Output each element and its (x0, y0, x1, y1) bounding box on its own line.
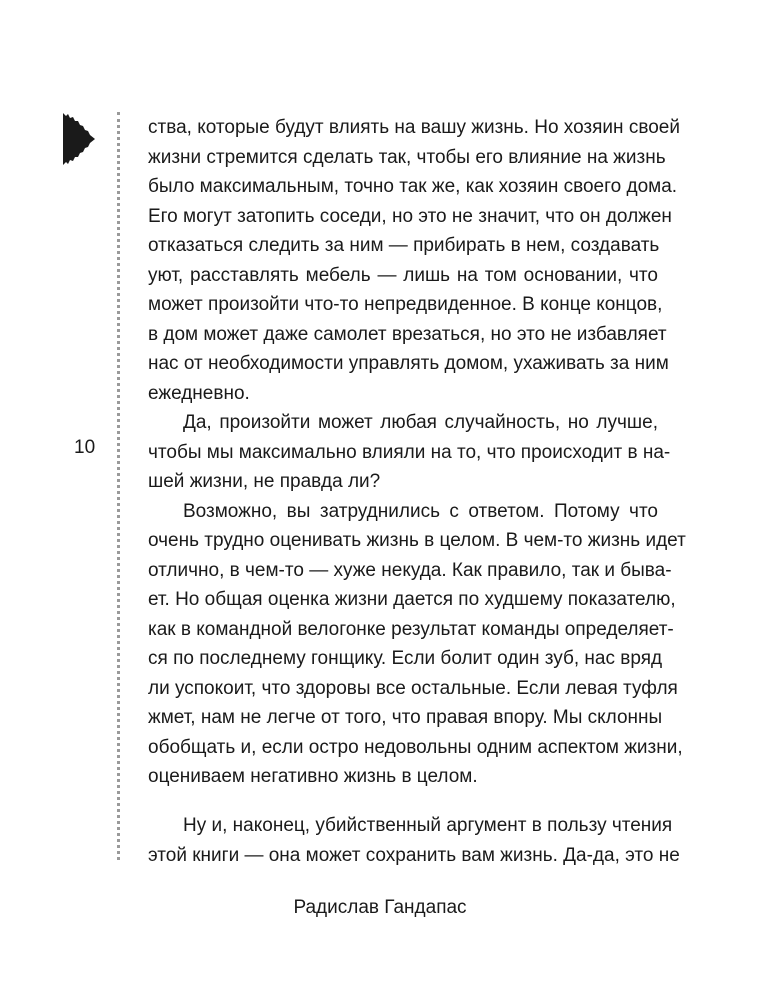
text-line: нас от необходимости управлять домом, ухаживать за ним (148, 353, 669, 374)
text-line: ся по последнему гонщику. Если болит один зуб, нас вряд (148, 648, 663, 669)
text-line: жизни стремится сделать так, чтобы его влияние на жизнь (148, 146, 666, 168)
text-line: отказаться следить за ним — прибирать в нем, создавать (148, 235, 660, 256)
text-line: Да, произойти может любая случайность, но лучше, (183, 412, 658, 433)
text-line: Его могут затопить соседи, но это не значит, что он должен (148, 205, 672, 227)
text-line: чтобы мы максимально влияли на то, что происходит в на- (148, 441, 671, 463)
text-line: уют, расставлять мебель — лишь на том основании, что (148, 264, 658, 286)
text-line: может произойти что-то непредвиденное. В конце концов, (148, 294, 663, 315)
page-number: 10 (74, 437, 96, 458)
chapter-marker-icon (62, 112, 96, 166)
text-line: ет. Но общая оценка жизни дается по худшему показателю, (148, 589, 676, 610)
body-text (148, 113, 686, 792)
text-line: жмет, нам не легче от того, что правая впору. Мы склонны (148, 707, 663, 728)
text-line: ежедневно. (148, 382, 250, 404)
text-line: было максимальным, точно так же, как хозяин своего дома. (148, 176, 678, 197)
text-line: Возможно, вы затруднились с ответом. Потому что (183, 500, 658, 522)
text-line: отлично, в чем-то — хуже некуда. Как правило, так и быва- (148, 559, 672, 581)
paragraph-2 (148, 408, 671, 497)
dotted-margin-rule (117, 112, 120, 860)
text-line: этой книги — она может сохранить вам жизнь. Да-да, это не (148, 844, 680, 866)
section-break-text (148, 811, 680, 870)
text-line: ли успокоит, что здоровы все остальные. Если левая туфля (148, 677, 678, 699)
text-line: как в командной велогонке результат команды определяет- (148, 618, 674, 640)
paragraph-1 (148, 113, 680, 408)
text-line: очень трудно оценивать жизнь в целом. В чем-то жизнь идет (148, 530, 686, 551)
text-line: Ну и, наконец, убийственный аргумент в пользу чтения (183, 815, 673, 836)
text-line: оцениваем негативно жизнь в целом. (148, 766, 478, 787)
text-line: в дом может даже самолет врезаться, но это не избавляет (148, 323, 667, 345)
running-footer-author: Радислав Гандапас (293, 897, 467, 918)
text-line: ства, которые будут влиять на вашу жизнь. Но хозяин своей (148, 117, 680, 138)
paragraph-3 (148, 497, 686, 792)
text-line: шей жизни, не правда ли? (148, 471, 381, 492)
text-line: обобщать и, если остро недовольны одним аспектом жизни, (148, 736, 683, 758)
